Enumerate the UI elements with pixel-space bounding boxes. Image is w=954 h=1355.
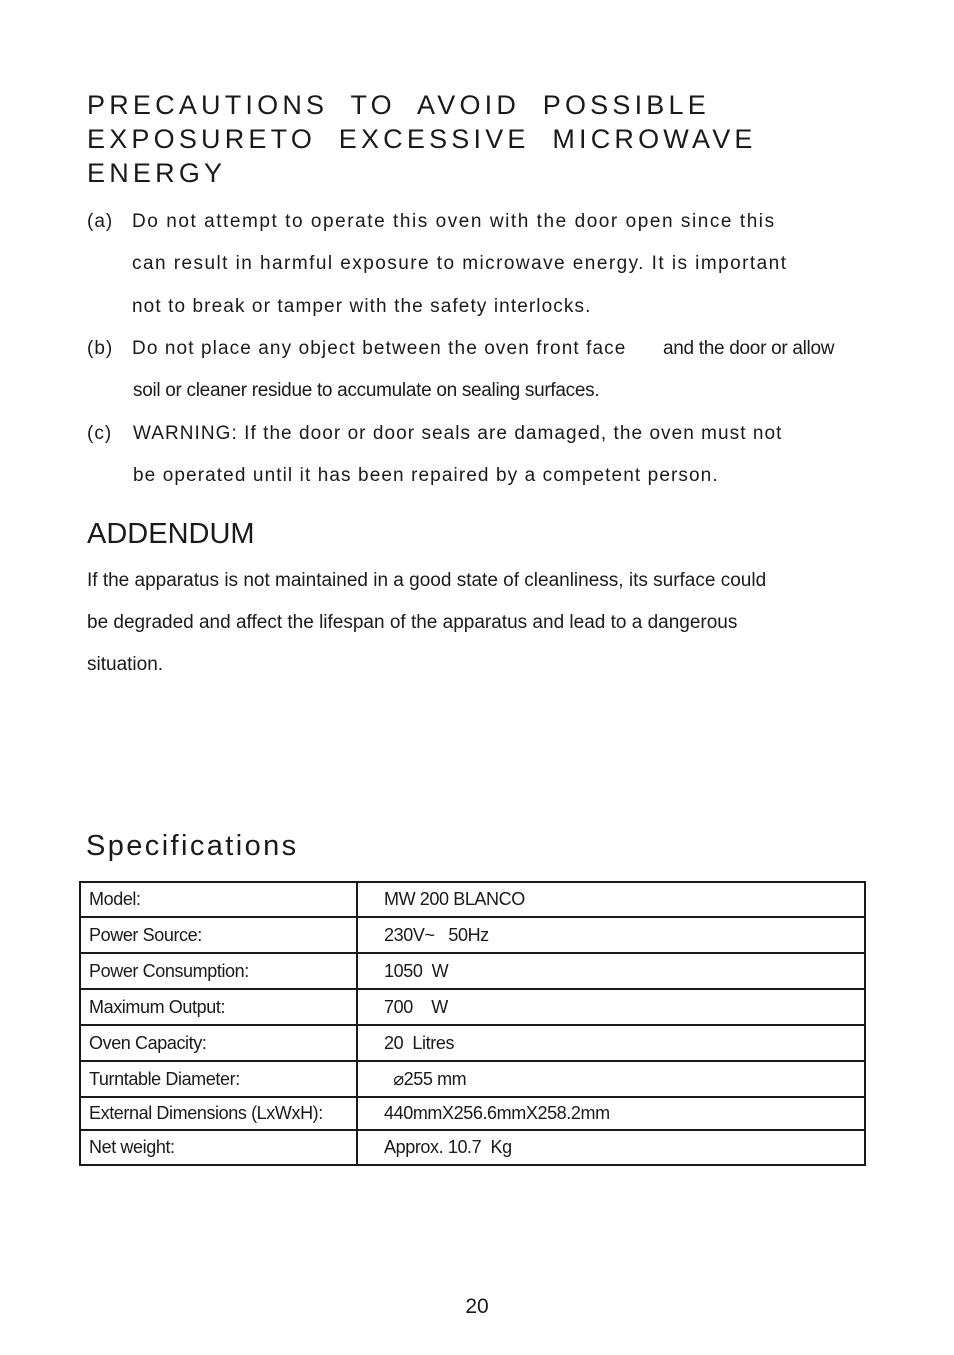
page-number: 20 (465, 1295, 489, 1318)
table-row (80, 882, 865, 917)
spec-label: Power Source: (80, 917, 357, 953)
spec-label: External Dimensions (LxWxH): (80, 1097, 357, 1130)
item-label: (b) (87, 338, 114, 359)
spec-label: Net weight: (80, 1130, 357, 1165)
spec-value: 440mmX256.6mmX258.2mm (357, 1097, 865, 1130)
spec-label: Maximum Output: (80, 989, 357, 1025)
item-line: and the door or allow (663, 338, 835, 359)
spec-value: MW 200 BLANCO (357, 882, 865, 917)
specifications-title: Specifications (86, 830, 299, 862)
item-line: WARNING: If the door or door seals are damaged, the oven must not (133, 423, 783, 444)
table-row (80, 1130, 865, 1165)
item-line: not to break or tamper with the safety interlocks. (132, 296, 592, 317)
table-row (80, 1061, 865, 1097)
spec-value: 230V~ 50Hz (357, 917, 865, 953)
spec-value: Approx. 10.7 Kg (357, 1130, 865, 1165)
spec-label: Power Consumption: (80, 953, 357, 989)
spec-value: 20 Litres (357, 1025, 865, 1061)
table-row (80, 1097, 865, 1130)
addendum-title: ADDENDUM (87, 518, 255, 550)
item-line: Do not attempt to operate this oven with the door open since this (132, 211, 776, 232)
item-line: be operated until it has been repaired by a competent person. (133, 465, 719, 486)
spec-value: ⌀255 mm (357, 1061, 865, 1097)
spec-label: Turntable Diameter: (80, 1061, 357, 1097)
table-row (80, 989, 865, 1025)
spec-label: Model: (80, 882, 357, 917)
table-row (80, 917, 865, 953)
addendum-line: be degraded and affect the lifespan of the apparatus and lead to a dangerous (87, 612, 738, 633)
spec-value: 700 W (357, 989, 865, 1025)
spec-label: Oven Capacity: (80, 1025, 357, 1061)
specifications-table (79, 881, 866, 1166)
item-label: (c) (87, 423, 113, 444)
item-line: Do not place any object between the oven front face (132, 338, 627, 359)
precautions-title (87, 88, 867, 190)
item-label: (a) (87, 211, 114, 232)
item-line: soil or cleaner residue to accumulate on sealing surfaces. (133, 380, 600, 401)
precautions-title-line: PRECAUTIONS TO AVOID POSSIBLE (87, 90, 710, 120)
precautions-title-line: EXPOSURETO EXCESSIVE MICROWAVE (87, 124, 757, 154)
item-line: can result in harmful exposure to microwave energy. It is important (132, 253, 788, 274)
addendum-line: If the apparatus is not maintained in a good state of cleanliness, its surface could (87, 570, 767, 591)
spec-value: 1050 W (357, 953, 865, 989)
table-row (80, 953, 865, 989)
precautions-title-line: ENERGY (87, 158, 227, 188)
table-row (80, 1025, 865, 1061)
addendum-line: situation. (87, 654, 164, 675)
